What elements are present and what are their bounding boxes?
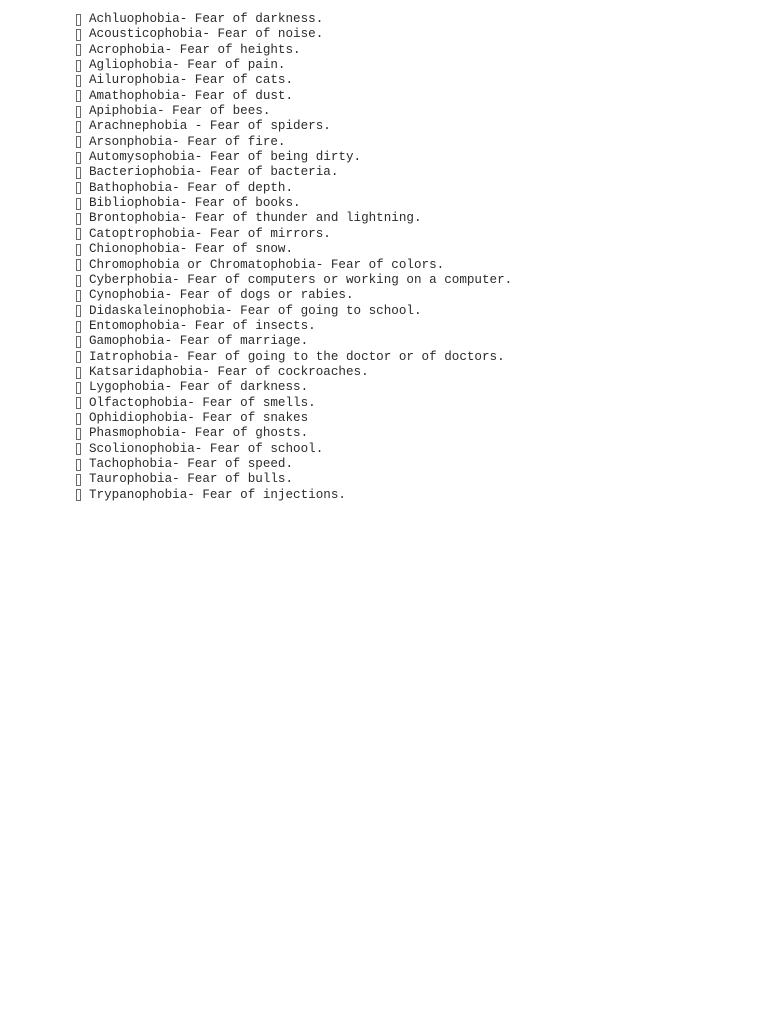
list-item <box>76 273 512 288</box>
list-item <box>76 288 512 303</box>
missing-glyph-box-icon <box>76 228 81 240</box>
list-item-text: Bibliophobia- Fear of books. <box>89 196 301 211</box>
missing-glyph-box-icon <box>76 321 81 333</box>
list-item <box>76 442 512 457</box>
missing-glyph-box-icon <box>76 489 81 501</box>
missing-glyph-box-icon <box>76 443 81 455</box>
missing-glyph-box-icon <box>76 14 81 26</box>
list-item <box>76 319 512 334</box>
missing-glyph-box-icon <box>76 305 81 317</box>
list-item-text: Didaskaleinophobia- Fear of going to school. <box>89 303 422 318</box>
list-item-text: Entomophobia- Fear of insects. <box>89 318 316 333</box>
list-item <box>76 165 512 180</box>
list-item-text: Automysophobia- Fear of being dirty. <box>89 150 362 165</box>
missing-glyph-box-icon <box>76 75 81 87</box>
list-item <box>76 227 512 242</box>
list-item-text: Scolionophobia- Fear of school. <box>89 441 324 456</box>
missing-glyph-box-icon <box>76 259 81 271</box>
list-item-text: Acousticophobia- Fear of noise. <box>89 27 324 42</box>
list-item-text: Agliophobia- Fear of pain. <box>89 58 286 73</box>
list-item <box>76 411 512 426</box>
list-item-text: Ophidiophobia- Fear of snakes <box>89 410 309 425</box>
list-item-text: Lygophobia- Fear of darkness. <box>89 380 309 395</box>
list-item <box>76 27 512 42</box>
missing-glyph-box-icon <box>76 167 81 179</box>
list-item <box>76 135 512 150</box>
list-item-text: Cyberphobia- Fear of computers or working on a computer. <box>89 272 513 287</box>
list-item-text: Ailurophobia- Fear of cats. <box>89 73 294 88</box>
list-item-text: Taurophobia- Fear of bulls. <box>89 472 294 487</box>
list-item <box>76 104 512 119</box>
list-item-text: Trypanophobia- Fear of injections. <box>89 487 346 502</box>
list-item <box>76 304 512 319</box>
missing-glyph-box-icon <box>76 198 81 210</box>
missing-glyph-box-icon <box>76 213 81 225</box>
list-item-text: Gamophobia- Fear of marriage. <box>89 334 309 349</box>
missing-glyph-box-icon <box>76 106 81 118</box>
list-item <box>76 396 512 411</box>
list-item <box>76 488 512 503</box>
list-item-text: Phasmophobia- Fear of ghosts. <box>89 426 309 441</box>
list-item-text: Arachnephobia - Fear of spiders. <box>89 119 331 134</box>
list-item <box>76 258 512 273</box>
missing-glyph-box-icon <box>76 367 81 379</box>
list-item-text: Arsonphobia- Fear of fire. <box>89 134 286 149</box>
list-item <box>76 89 512 104</box>
missing-glyph-box-icon <box>76 336 81 348</box>
list-item-text: Bathophobia- Fear of depth. <box>89 180 294 195</box>
list-item <box>76 150 512 165</box>
list-item-text: Brontophobia- Fear of thunder and lightning. <box>89 211 422 226</box>
missing-glyph-box-icon <box>76 244 81 256</box>
missing-glyph-box-icon <box>76 290 81 302</box>
list-item-text: Bacteriophobia- Fear of bacteria. <box>89 165 339 180</box>
list-item <box>76 334 512 349</box>
list-item <box>76 380 512 395</box>
missing-glyph-box-icon <box>76 382 81 394</box>
missing-glyph-box-icon <box>76 397 81 409</box>
list-item-text: Tachophobia- Fear of speed. <box>89 456 294 471</box>
list-item-text: Chromophobia or Chromatophobia- Fear of colors. <box>89 257 445 272</box>
missing-glyph-box-icon <box>76 459 81 471</box>
list-item <box>76 12 512 27</box>
list-item-text: Amathophobia- Fear of dust. <box>89 88 294 103</box>
list-item <box>76 119 512 134</box>
list-item-text: Iatrophobia- Fear of going to the doctor or of doctors. <box>89 349 505 364</box>
missing-glyph-box-icon <box>76 413 81 425</box>
list-item <box>76 426 512 441</box>
missing-glyph-box-icon <box>76 474 81 486</box>
missing-glyph-box-icon <box>76 90 81 102</box>
list-item <box>76 196 512 211</box>
list-item-text: Katsaridaphobia- Fear of cockroaches. <box>89 364 369 379</box>
missing-glyph-box-icon <box>76 121 81 133</box>
list-item <box>76 457 512 472</box>
missing-glyph-box-icon <box>76 351 81 363</box>
list-item <box>76 73 512 88</box>
missing-glyph-box-icon <box>76 428 81 440</box>
list-item-text: Chionophobia- Fear of snow. <box>89 242 294 257</box>
list-item <box>76 43 512 58</box>
list-item <box>76 211 512 226</box>
missing-glyph-box-icon <box>76 275 81 287</box>
list-item <box>76 181 512 196</box>
list-item <box>76 58 512 73</box>
missing-glyph-box-icon <box>76 136 81 148</box>
list-item-text: Catoptrophobia- Fear of mirrors. <box>89 226 331 241</box>
list-item <box>76 472 512 487</box>
list-item <box>76 365 512 380</box>
missing-glyph-box-icon <box>76 152 81 164</box>
phobia-list <box>76 12 512 503</box>
list-item-text: Achluophobia- Fear of darkness. <box>89 12 324 26</box>
list-item-text: Acrophobia- Fear of heights. <box>89 42 301 57</box>
list-item <box>76 350 512 365</box>
missing-glyph-box-icon <box>76 60 81 72</box>
list-item-text: Olfactophobia- Fear of smells. <box>89 395 316 410</box>
missing-glyph-box-icon <box>76 182 81 194</box>
list-item-text: Cynophobia- Fear of dogs or rabies. <box>89 288 354 303</box>
missing-glyph-box-icon <box>76 44 81 56</box>
list-item <box>76 242 512 257</box>
missing-glyph-box-icon <box>76 29 81 41</box>
list-item-text: Apiphobia- Fear of bees. <box>89 104 271 119</box>
